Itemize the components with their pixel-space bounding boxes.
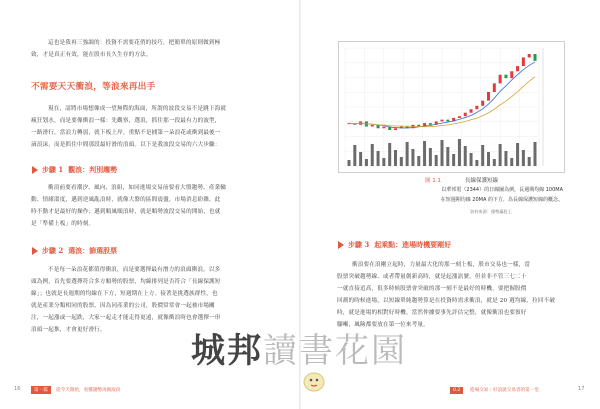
volume-bar bbox=[353, 145, 356, 166]
candle bbox=[429, 123, 432, 125]
intro-line-2: 致，才是真正有效，能在股市長久生存的方法。 bbox=[31, 52, 152, 58]
candle bbox=[458, 116, 461, 118]
page-number-right: 17 bbox=[578, 386, 585, 392]
volume-bar bbox=[359, 152, 362, 166]
step2-line-5: 注，一起漲或一起跌，大家一起走才能走得更遠，就像衝浪時也會選擇一串 bbox=[31, 315, 221, 321]
step2-line-4: 就是產業分類相同的股票，因為同產業的公司，股價常常會一起被市場關 bbox=[31, 303, 215, 309]
step2-line-6: 浪頭一起推，才會更好滑行。 bbox=[31, 327, 106, 333]
step2-label: 步驟 2 bbox=[42, 246, 64, 255]
figure-title: 長線保護短線 bbox=[465, 178, 499, 184]
volume-bar bbox=[388, 143, 391, 166]
step1-line-2: 動、情緒溫度，邁到逆風亂浪時，就像大盤的區間震盪，市場消息紛雜，此 bbox=[31, 197, 221, 203]
volume-bar bbox=[423, 141, 426, 166]
volume-bar bbox=[504, 151, 507, 166]
watermark-right: 讀書花園 bbox=[263, 331, 407, 371]
intro-line-1: 這也是我再三強調的：投資不需要花俏的技巧，把簡單的原則做到極 bbox=[48, 40, 221, 46]
volume-bar bbox=[522, 150, 525, 166]
step3-title: 起乘點：進場時機要剛好 bbox=[374, 240, 452, 249]
volume-bar bbox=[400, 157, 403, 166]
chapter-title-right: 進場交易｜好浪就交易者的第一堂 bbox=[470, 388, 539, 393]
chart-svg bbox=[339, 42, 564, 172]
candle bbox=[481, 101, 484, 106]
volume-bar bbox=[429, 148, 432, 166]
volume-bar bbox=[406, 142, 409, 166]
candle bbox=[382, 127, 385, 129]
step3-line-1: 衝浪要在浪剛立起時，力量最大化的那一刻上板，股市交易也一樣，當 bbox=[352, 262, 531, 268]
volume-bar bbox=[487, 152, 490, 166]
volume-bar bbox=[348, 160, 351, 166]
chapter-tag-left: 第一篇 bbox=[31, 386, 51, 394]
volume-bar bbox=[371, 144, 374, 166]
step3-line-3: 一就直接追高，很多時候股票會突破的那一刻不是最好的時機，要把握股價 bbox=[337, 286, 527, 292]
candle bbox=[516, 66, 519, 71]
candle bbox=[464, 113, 467, 116]
section-heading: 不需要天天衝浪，等浪來再出手 bbox=[31, 82, 156, 92]
volume-bar bbox=[441, 140, 444, 166]
step3-line-2: 股票突破趨勢線、或者帶量創新高時，就是起漲訊號。但並非不管三七二十 bbox=[337, 274, 527, 280]
watermark-left: 城邦 bbox=[191, 331, 263, 371]
candle bbox=[534, 54, 537, 61]
arrow-icon bbox=[32, 166, 38, 174]
step1-line-3: 時不動才是最好的操作；邁到順風順浪時，就是順勢波段交易的開始，也就 bbox=[31, 209, 221, 215]
volume-bar bbox=[382, 158, 385, 166]
step3-line-4: 回測的時候進場，以短線單純趨勢算是在投資時需求衝浪，就是 20 週均線，拉回不破 bbox=[337, 298, 556, 304]
para1-line-2: 瘋狂划水，而是要像衝浪一樣：先觀察，選浪，抓住那一段最有力的波型， bbox=[31, 118, 221, 124]
chapter-tag-right: 0.2 bbox=[450, 387, 463, 394]
step2-line-1: 不是每一朵浪花都值得衝浪，而是要選擇最有潛力的浪頭衝浪。以多 bbox=[48, 267, 221, 273]
candle bbox=[441, 120, 444, 122]
candle bbox=[475, 106, 478, 109]
step2-line-2: 頭為例，首先要選擇符合多方順勢的股票，均線排列是否符合「長線保護短 bbox=[31, 279, 221, 285]
candle bbox=[504, 75, 507, 78]
candle bbox=[493, 83, 496, 92]
step1-line-1: 衝浪前要看潮汐、風向、浪組，如同進場交易前要看大盤趨勢、產業輪 bbox=[48, 185, 227, 191]
arrow-icon bbox=[338, 241, 344, 249]
step3-line-5: 時，就是進場的相對好時機。當然仲據要事先評估完整，就像衝浪也要預好 bbox=[337, 310, 527, 316]
candle bbox=[510, 71, 513, 78]
volume-bar bbox=[510, 158, 513, 166]
step1-line-4: 是「準備上板」的時刻。 bbox=[31, 221, 95, 227]
arrow-icon bbox=[32, 247, 38, 255]
candle bbox=[371, 125, 374, 127]
step2-title: 選浪：篩選股票 bbox=[68, 246, 118, 255]
para1-line-1: 現在，請將市場想像成一望無際的海面，所謂的波段交易不是跳下海就 bbox=[48, 106, 227, 112]
figure-caption-line-1: 以華邦電（2344）的日線圖為例，長週期均線 100MA bbox=[441, 187, 563, 193]
volume-bar bbox=[411, 149, 414, 166]
volume-bar bbox=[446, 147, 449, 166]
candle bbox=[394, 128, 397, 130]
candle bbox=[470, 109, 473, 112]
volume-bar bbox=[394, 150, 397, 166]
mascot-icon bbox=[300, 368, 330, 394]
candle bbox=[499, 75, 502, 84]
page-number-left: 16 bbox=[14, 386, 21, 392]
step2-line-3: 線」；也就是長週期的均線在下方，短週期在上方。接著是挑選族群性，也 bbox=[31, 291, 218, 297]
watermark bbox=[191, 323, 407, 372]
step1-heading bbox=[32, 165, 117, 175]
para1-line-4: 滴浪沫，而是抓住中間那段最好滑的浪頭。以下是我波段交易的六大步驟： bbox=[31, 142, 221, 148]
step3-heading bbox=[338, 240, 451, 250]
volume-bar bbox=[470, 153, 473, 166]
volume-bar bbox=[475, 160, 478, 166]
volume-bar bbox=[417, 156, 420, 166]
candle bbox=[522, 57, 525, 66]
para1-line-3: 一路滑行，當浪力轉弱，就下板上岸。重點不是捕第一朵浪花或衝到最後一 bbox=[31, 130, 221, 136]
volume-bar bbox=[452, 154, 455, 166]
chapter-title-left: 從今天開始，看懂趨勢再做波段 bbox=[56, 388, 121, 393]
volume-bar bbox=[493, 159, 496, 166]
step1-title: 觀浪：判別趨勢 bbox=[68, 165, 118, 174]
volume-bar bbox=[458, 139, 461, 166]
step3-label: 步驟 3 bbox=[348, 240, 370, 249]
figure-source: 資料來源：優勢贏股王 bbox=[470, 209, 512, 214]
figure-caption-line-2: 在短週期均線 20MA 的下方，為長線保護短線的概念。 bbox=[440, 197, 563, 203]
volume-bar bbox=[516, 143, 519, 166]
candle bbox=[446, 120, 449, 122]
candle bbox=[528, 54, 531, 57]
step2-heading bbox=[32, 246, 117, 256]
volume-bar bbox=[481, 145, 484, 166]
volume-bar bbox=[499, 144, 502, 166]
step3-line-6: 腳噸，風險都要放在第一位來考量。 bbox=[337, 322, 429, 328]
candle bbox=[487, 92, 490, 101]
volume-bar bbox=[377, 151, 380, 166]
volume-bar bbox=[528, 157, 531, 166]
volume-bar bbox=[534, 142, 537, 166]
volume-bar bbox=[435, 155, 438, 166]
volume-bar bbox=[464, 146, 467, 166]
stock-chart bbox=[338, 41, 565, 173]
step1-label: 步驟 1 bbox=[42, 165, 64, 174]
figure-label: 圖 1.1 bbox=[425, 178, 441, 184]
volume-bar bbox=[365, 159, 368, 166]
